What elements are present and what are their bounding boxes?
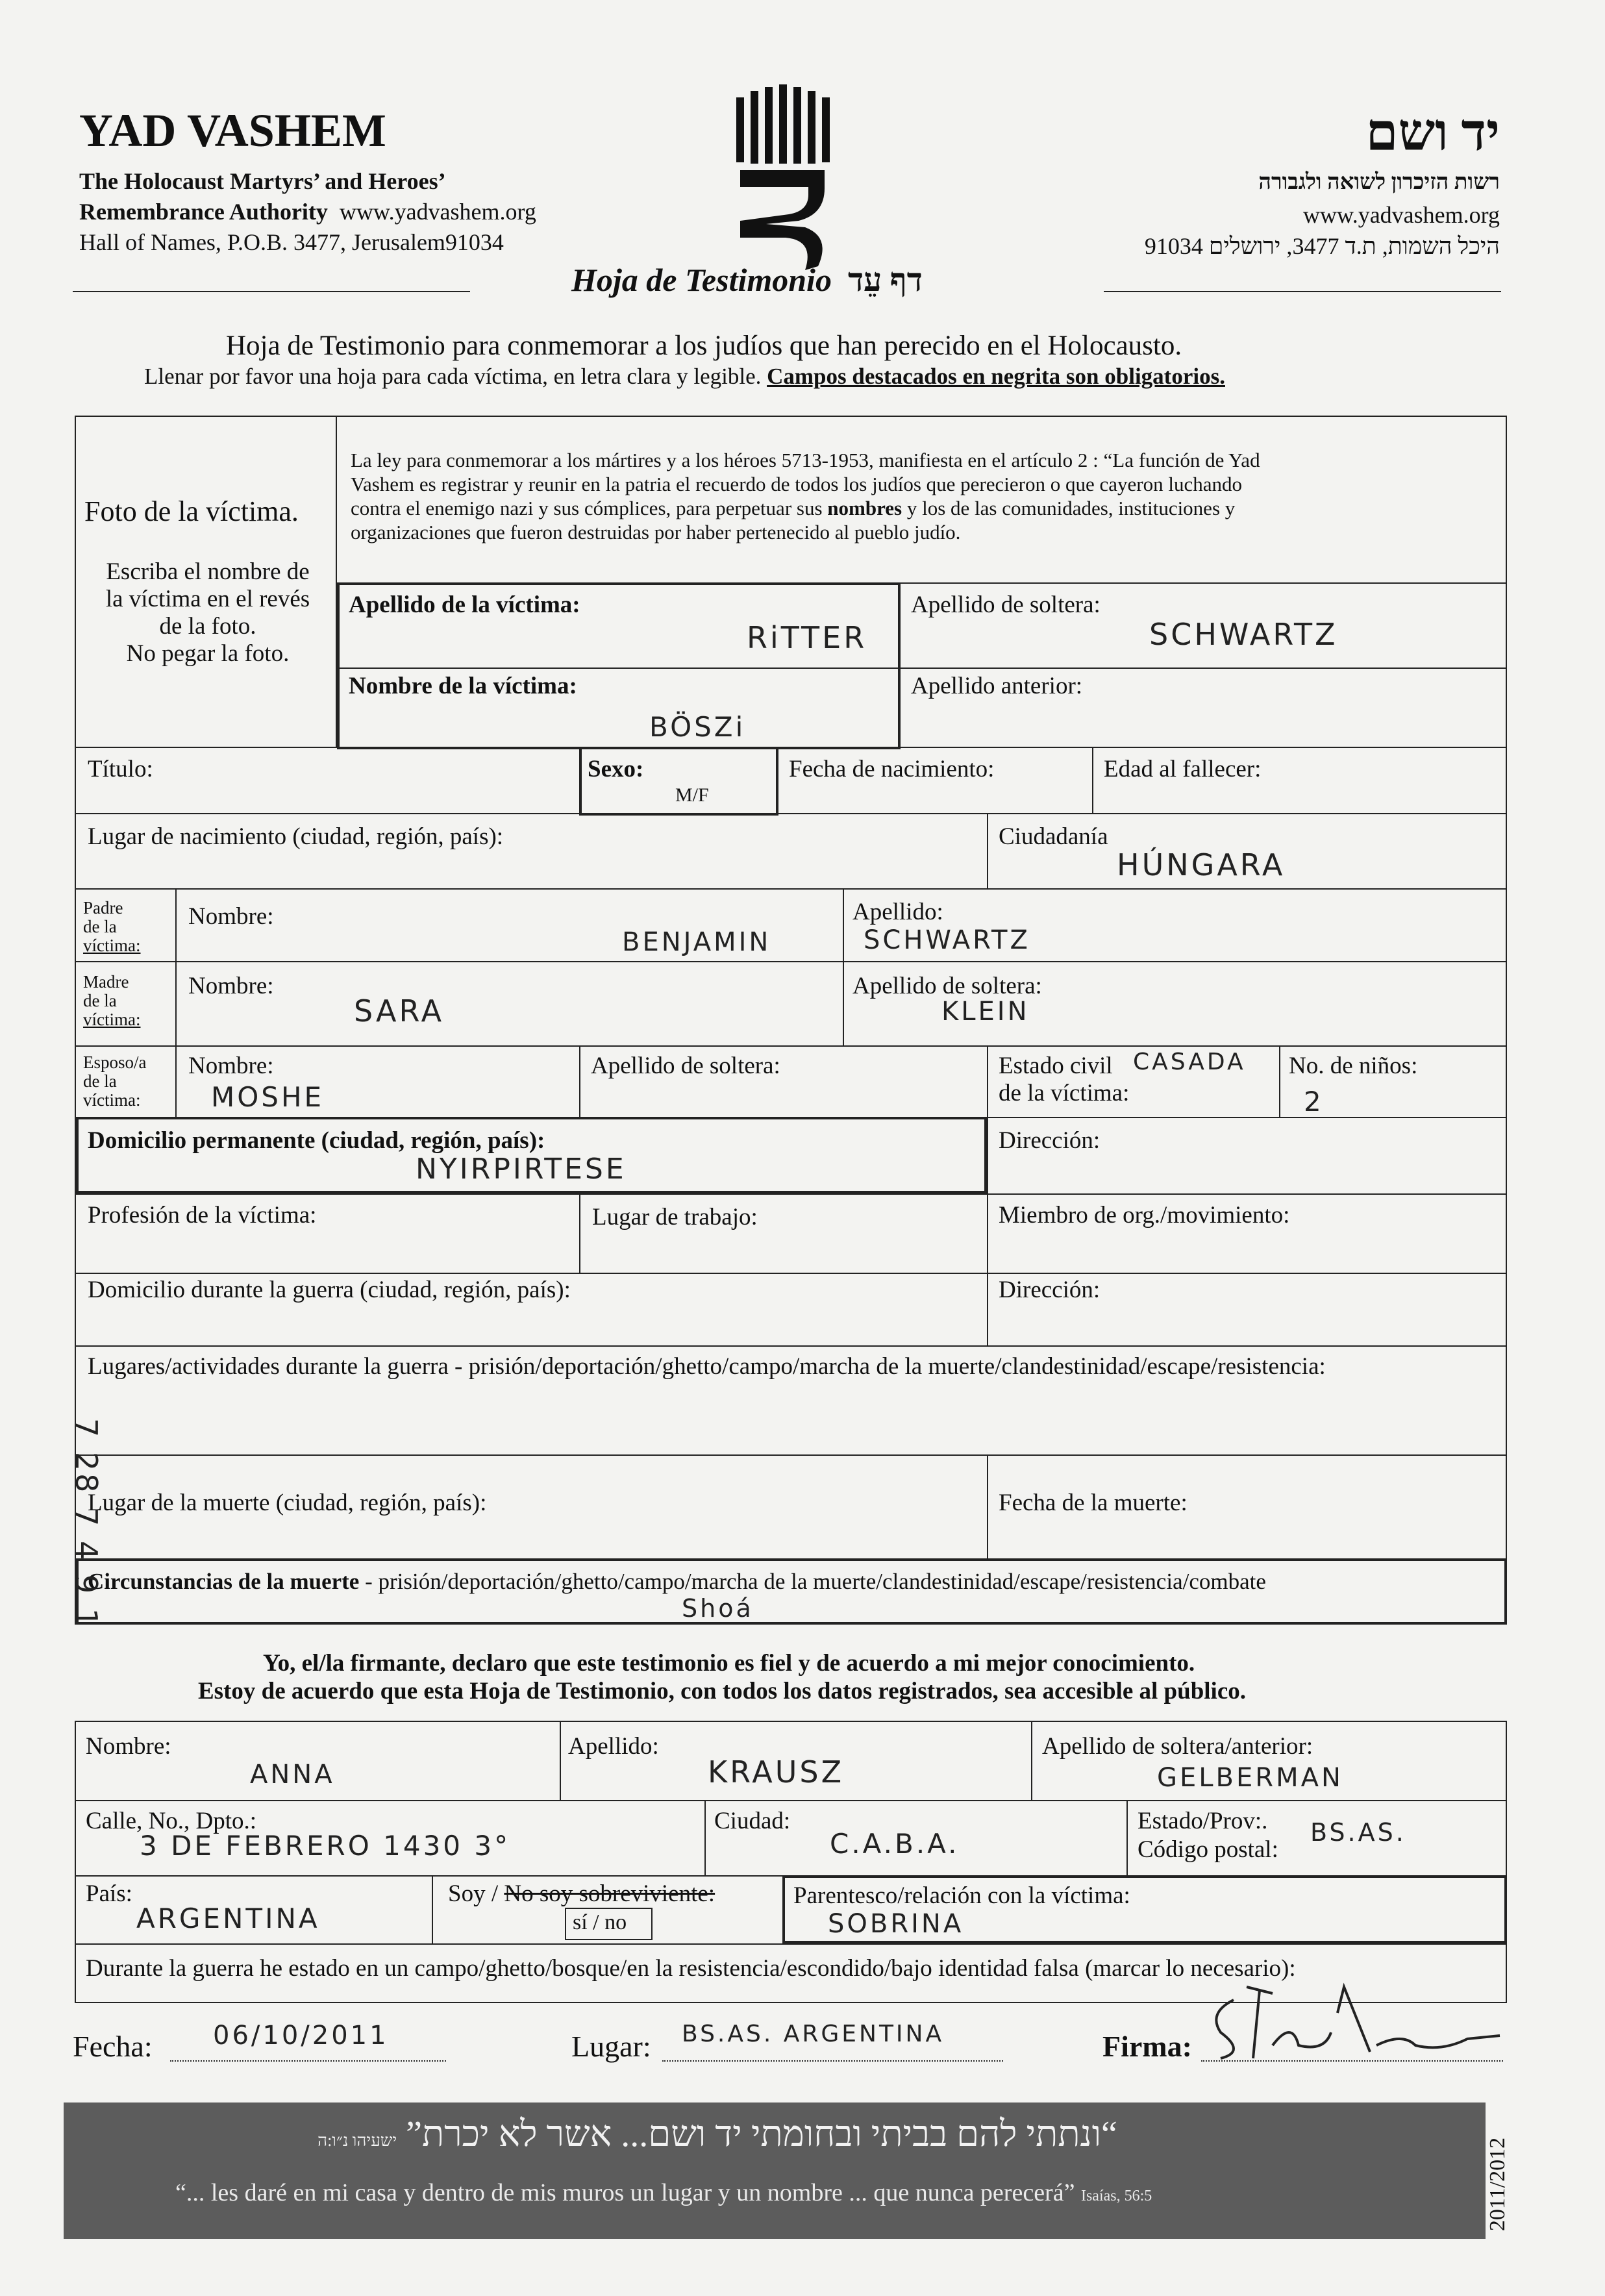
survivor-label-no: No soy sobreviviente: [504,1880,715,1907]
wartime-address-label: Dirección: [999,1277,1101,1303]
victim-previous-surname-label: Apellido anterior: [911,673,1083,699]
birthplace-label: Lugar de nacimiento (ciudad, región, país): [88,823,504,850]
org-line-1: The Holocaust Martyrs’ and Heroes’ [79,168,446,194]
spouse-name-label: Nombre: [188,1053,274,1079]
survivor-label [448,1880,715,1908]
submitter-surname-label: Apellido: [568,1733,659,1760]
victim-first-name-value[interactable]: BÖSZi [649,711,746,743]
law-nombres: nombres [827,497,902,519]
mother-maiden-value[interactable]: KLEIN [941,997,1030,1027]
mother-row-label [83,973,140,1029]
quote-hebrew-ref: ישעיהו נ״ו:ה [317,2131,397,2150]
father-surname-value[interactable]: SCHWARTZ [864,925,1030,955]
yad-vashem-logo-icon [727,84,844,273]
declaration-line-1: Yo, el/la firmante, declaro que este testimonio es fiel y de acuerdo a mi mejor conocimiento. [263,1650,1195,1677]
place-value[interactable]: BS.AS. ARGENTINA [682,2021,945,2047]
city-value[interactable]: C.A.B.A. [830,1828,960,1860]
father-label-2: de la [83,917,117,936]
father-row-label [83,899,140,955]
workplace-label: Lugar de trabajo: [592,1204,758,1230]
photo-line-3: de la foto. [159,613,256,640]
residence-value[interactable]: NYIRPIRTESE [416,1153,627,1186]
photo-line-4: No pegar la foto. [126,640,290,667]
hebrew-url[interactable]: www.yadvashem.org [1303,202,1500,228]
date-label: Fecha: [73,2030,153,2063]
relation-value[interactable]: SOBRINA [828,1909,964,1939]
mother-label-2: de la [83,991,117,1010]
form-instruction [144,364,1225,390]
form-subtitle: Hoja de Testimonio para conmemorar a los judíos que han perecido en el Holocausto. [226,331,1182,361]
declaration-line-2: Estoy de acuerdo que esta Hoja de Testimonio, con todos los datos registrados, sea accesible al público. [198,1678,1246,1704]
law-line-2: Vashem es registrar y reunir en la patria el recuerdo de todos los judíos que perecieron o que cayeron luchando [351,473,1242,495]
survivor-value[interactable]: sí / no [573,1910,627,1934]
form-title-spanish: Hoja de Testimonio [571,262,832,298]
street-value[interactable]: 3 DE FEBRERO 1430 3° [140,1830,511,1862]
civil-status-label-1: Estado civil [999,1053,1113,1079]
org-address: Hall of Names, P.O.B. 3477, Jerusalem91034 [79,229,504,255]
instruction-mandatory: Campos destacados en negrita son obligatorios. [767,364,1225,389]
hebrew-line-1: רשות הזיכרון לשואה ולגבורה [1258,170,1500,194]
quote-hebrew-text: “ונתתי להם בביתי ובחומתי יד ושם... אשר לא יכרת” [406,2114,1117,2154]
law-line-4: organizaciones que fueron destruidas por haber pertenecido al pueblo judío. [351,521,961,543]
form-title [571,261,923,299]
civil-status-value[interactable]: CASADA [1133,1049,1246,1075]
photo-title: Foto de la víctima. [84,495,299,527]
org-line-2 [79,198,536,225]
sex-label: Sexo: [588,756,644,782]
wartime-residence-label: Domicilio durante la guerra (ciudad, región, país): [88,1277,571,1303]
mother-name-label: Nombre: [188,973,274,999]
birth-date-label: Fecha de nacimiento: [789,756,995,782]
org-url[interactable]: www.yadvashem.org [339,199,536,225]
postal-label: Código postal: [1138,1836,1278,1863]
citizenship-label: Ciudadanía [999,823,1108,850]
civil-status-label-2: de la víctima: [999,1080,1130,1106]
circumstances-bold: Circunstancias de la muerte [88,1569,360,1594]
spouse-label-3: víctima: [83,1090,141,1110]
hebrew-name: יד ושם [1365,105,1500,162]
quote-spanish-text: “... les daré en mi casa y dentro de mis muros un lugar y un nombre ... que nunca perecerá” [175,2179,1075,2206]
law-text [351,448,1493,544]
spouse-label-2: de la [83,1071,117,1091]
death-place-label: Lugar de la muerte (ciudad, región, país): [88,1490,487,1516]
father-label-1: Padre [83,898,123,917]
residence-label: Domicilio permanente (ciudad, región, país): [88,1127,545,1154]
photo-instructions [81,558,334,668]
hebrew-address: היכל השמות, ת.ד 3477, ירושלים 91034 [1144,233,1500,259]
victim-maiden-label: Apellido de soltera: [911,592,1101,618]
state-label: Estado/Prov:. [1138,1808,1268,1834]
victim-surname-value[interactable]: RiTTER [747,620,867,655]
wartime-activities-label: Lugares/actividades durante la guerra - prisión/deportación/ghetto/campo/marcha de la muerte/clandestinidad/escape/resistencia: [88,1353,1326,1380]
place-label: Lugar: [571,2030,651,2063]
country-label: País: [86,1880,132,1907]
spouse-name-value[interactable]: MOSHE [211,1081,325,1113]
law-line-1: La ley para conmemorar a los mártires y a los héroes 5713-1953, manifiesta en el artículo 2 : “La función de Yad [351,449,1260,471]
date-value[interactable]: 06/10/2011 [213,2021,389,2051]
father-name-value[interactable]: BENJAMIN [622,927,771,957]
spouse-label-1: Esposo/a [83,1053,147,1072]
form-title-hebrew: דף עֵד [847,262,923,298]
instruction-text: Llenar por favor una hoja para cada víctima, en letra clara y legible. [144,364,762,389]
survivor-label-yes: Soy / [448,1880,504,1907]
spouse-maiden-label: Apellido de soltera: [591,1053,780,1079]
submitter-name-label: Nombre: [86,1733,171,1760]
photo-line-2: la víctima en el revés [105,586,310,612]
spouse-row-label [83,1053,147,1110]
title-label: Título: [88,756,153,782]
death-date-label: Fecha de la muerte: [999,1490,1188,1516]
membership-label: Miembro de org./movimiento: [999,1202,1290,1229]
father-surname-label: Apellido: [852,899,943,925]
signature-label: Firma: [1102,2030,1192,2063]
mother-maiden-label: Apellido de soltera: [852,973,1042,999]
father-name-label: Nombre: [188,903,274,930]
death-circumstances-value[interactable]: Shoá [682,1594,754,1623]
year-label: 2011/2012 [1486,2137,1510,2232]
city-label: Ciudad: [714,1808,791,1834]
org-authority: Remembrance Authority [79,199,328,225]
org-name: YAD VASHEM [79,105,386,156]
relation-label: Parentesco/relación con la víctima: [793,1882,1130,1909]
state-value[interactable]: BS.AS. [1310,1818,1406,1847]
signature-icon[interactable] [1195,1974,1506,2065]
death-circumstances-label [88,1569,1266,1595]
sex-value[interactable]: M/F [675,784,709,806]
victim-maiden-value[interactable]: SCHWARTZ [1149,617,1338,652]
quote-hebrew [149,2114,1286,2155]
quote-spanish [175,2178,1152,2207]
law-line-3b: y los de las comunidades, instituciones y [906,497,1236,519]
submitter-maiden-value[interactable]: GELBERMAN [1157,1763,1343,1793]
country-value[interactable]: ARGENTINA [136,1903,320,1934]
submitter-name-value[interactable]: ANNA [250,1760,335,1790]
street-label: Calle, No., Dpto.: [86,1808,257,1834]
law-line-3a: contra el enemigo nazi y sus cómplices, para perpetuar sus [351,497,823,519]
victim-surname-label: Apellido de la víctima: [349,592,580,618]
children-label: No. de niños: [1289,1053,1418,1079]
children-value[interactable]: 2 [1304,1086,1324,1117]
mother-label-3: víctima: [83,1010,141,1029]
law-line-3 [351,496,1493,520]
submitter-maiden-label: Apellido de soltera/anterior: [1042,1733,1313,1760]
margin-number: 7 28 7 4 9 1 [68,1418,104,1630]
wartime-status-label: Durante la guerra he estado en un campo/ghetto/bosque/en la resistencia/escondido/bajo identidad falsa (marcar lo necesario): [86,1955,1296,1982]
father-label-3: víctima: [83,936,141,955]
submitter-surname-value[interactable]: KRAUSZ [708,1754,845,1790]
victim-first-name-label: Nombre de la víctima: [349,673,577,699]
mother-label-1: Madre [83,972,129,992]
residence-address-label: Dirección: [999,1127,1101,1154]
citizenship-value[interactable]: HÚNGARA [1117,847,1286,882]
quote-ref: Isaías, 56:5 [1080,2188,1152,2204]
mother-name-value[interactable]: SARA [354,993,445,1029]
age-label: Edad al fallecer: [1104,756,1262,782]
circumstances-rest: - prisión/deportación/ghetto/campo/marcha de la muerte/clandestinidad/escape/resistencia/combate [359,1569,1266,1594]
profession-label: Profesión de la víctima: [88,1202,317,1229]
photo-line-1: Escriba el nombre de [106,558,310,585]
